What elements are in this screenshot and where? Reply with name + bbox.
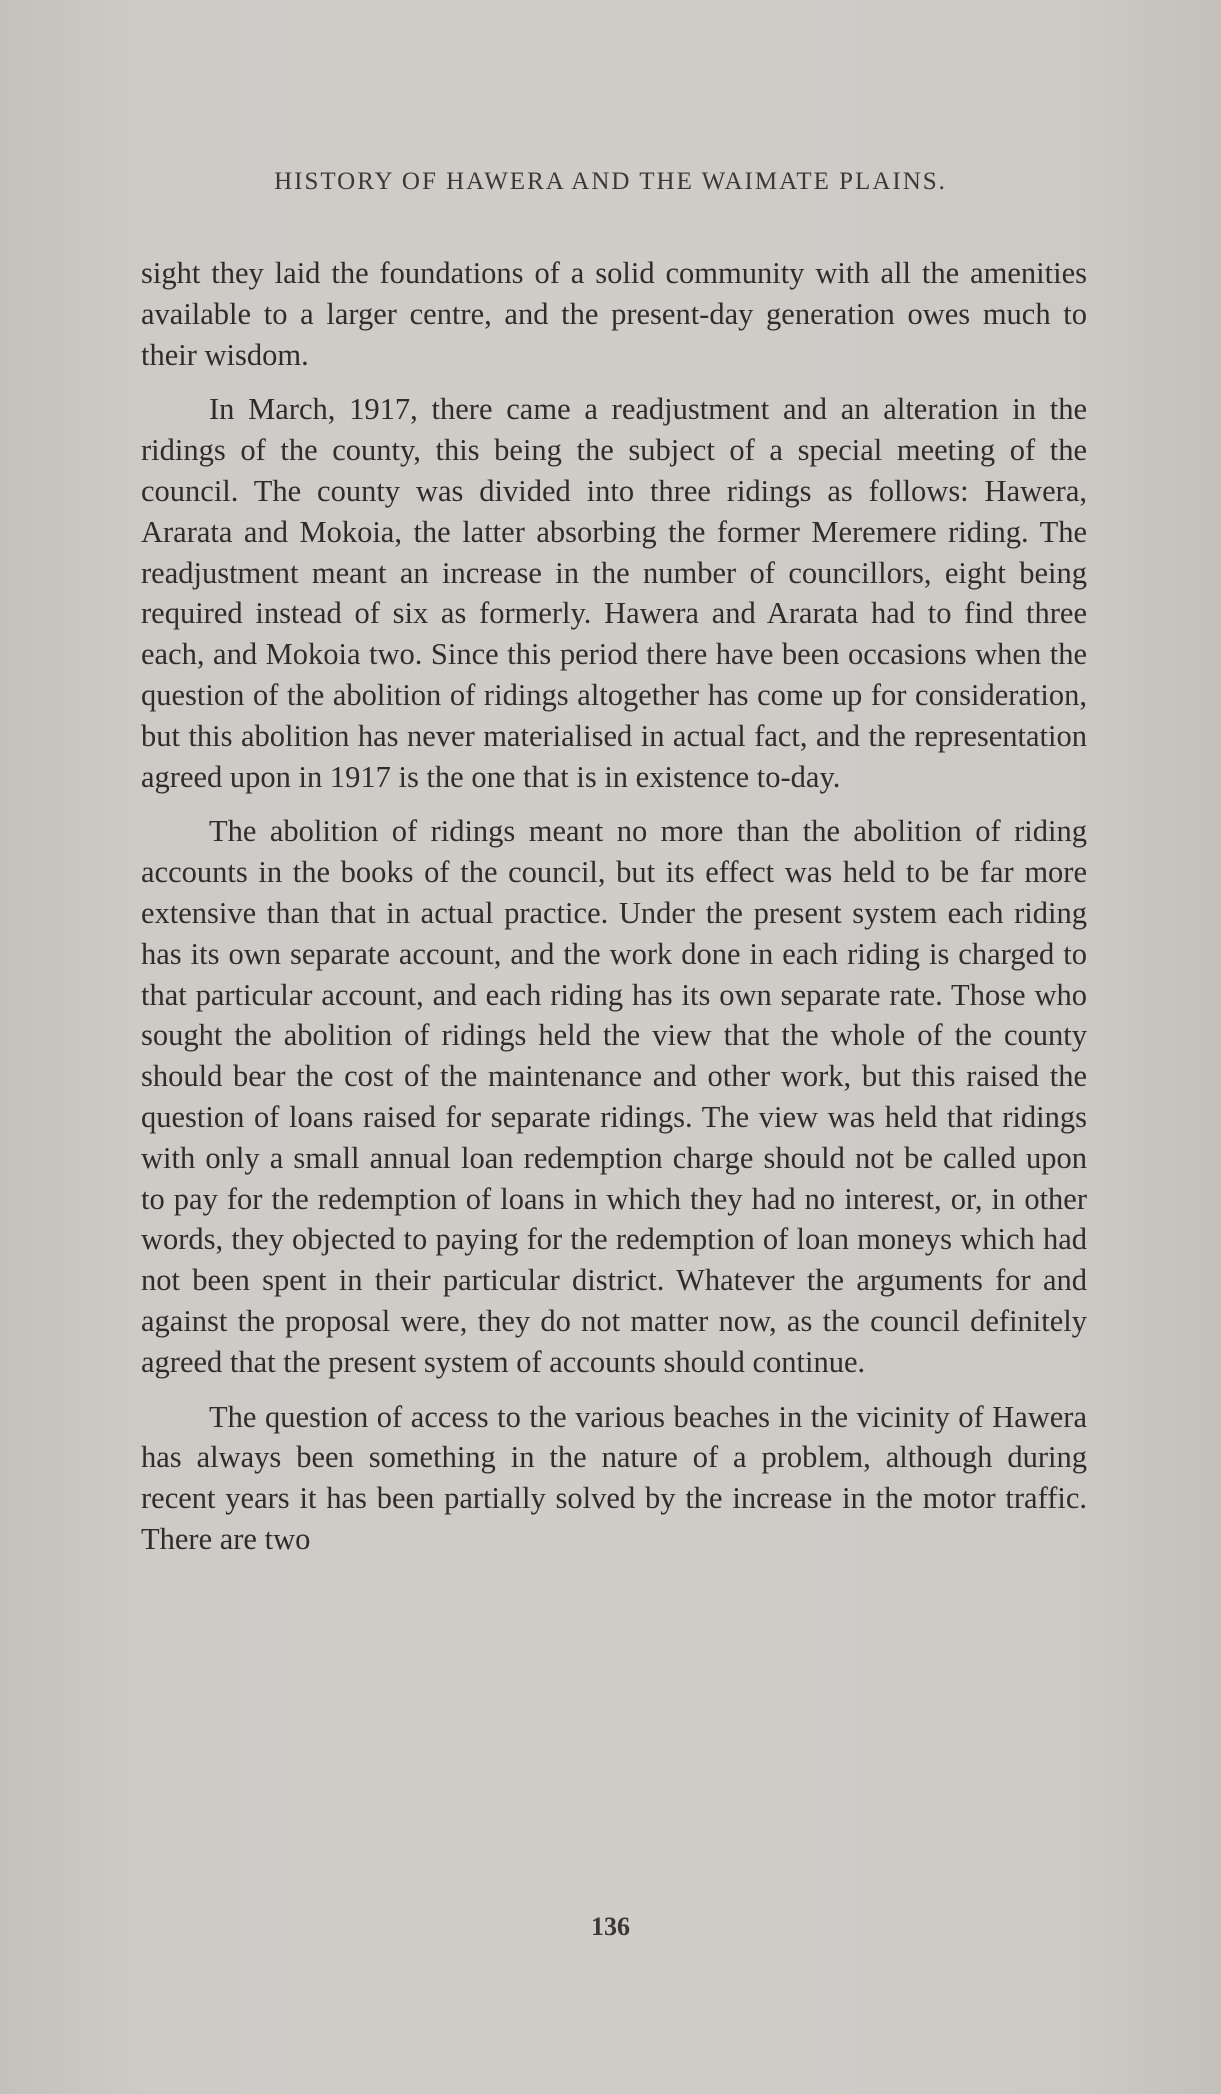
paragraph-continuation: sight they laid the foundations of a solid community with all the amenities available to a larger centre, and the present-day generation owes much to their wisdom. bbox=[141, 256, 1087, 372]
body-text bbox=[141, 253, 1087, 1560]
paragraph-beach-access: The question of access to the various beaches in the vicinity of Hawera has always been something in the nature of a problem, although during recent years it has been partially solved by the increase in the motor traffic. There are two bbox=[141, 1399, 1087, 1556]
running-head-title: HISTORY OF HAWERA AND THE WAIMATE PLAINS. bbox=[274, 168, 947, 195]
paragraph-abolition-of-ridings: The abolition of ridings meant no more than the abolition of riding accounts in the books of the council, but its effect was held to be far more extensive than that in actual practice. Under the present system each riding has its own separate account, and the work done in each riding is charged to that particular account, and each riding has its own separate rate. Those who sought the abolition of ridings held the view that the whole of the county should bear the cost of the maintenance and other work, but this raised the question of loans raised for separate ridings. The view was held that ridings with only a small annual loan redemption charge should not be called upon to pay for the redemption of loans in which they had no interest, or, in other words, they objected to paying for the redemption of loan moneys which had not been spent in their particular district. Whatever the arguments for and against the proposal were, they do not matter now, as the council definitely agreed that the present system of accounts should continue. bbox=[141, 814, 1087, 1379]
page-number: 136 bbox=[591, 1912, 630, 1941]
paragraph-ridings-readjustment: In March, 1917, there came a readjustment and an alteration in the ridings of the county, this being the subject of a special meeting of the council. The county was divided into three ridings as follows: Hawera, Ararata and Mokoia, the latter absorbing the former Meremere riding. The readjustment meant an increase in the number of councillors, eight being required instead of six as formerly. Hawera and Ararata had to find three each, and Mokoia two. Since this period there have been occasions when the question of the abolition of ridings altogether has come up for consideration, but this abolition has never materialised in actual fact, and the representation agreed upon in 1917 is the one that is in existence to-day. bbox=[141, 392, 1087, 794]
